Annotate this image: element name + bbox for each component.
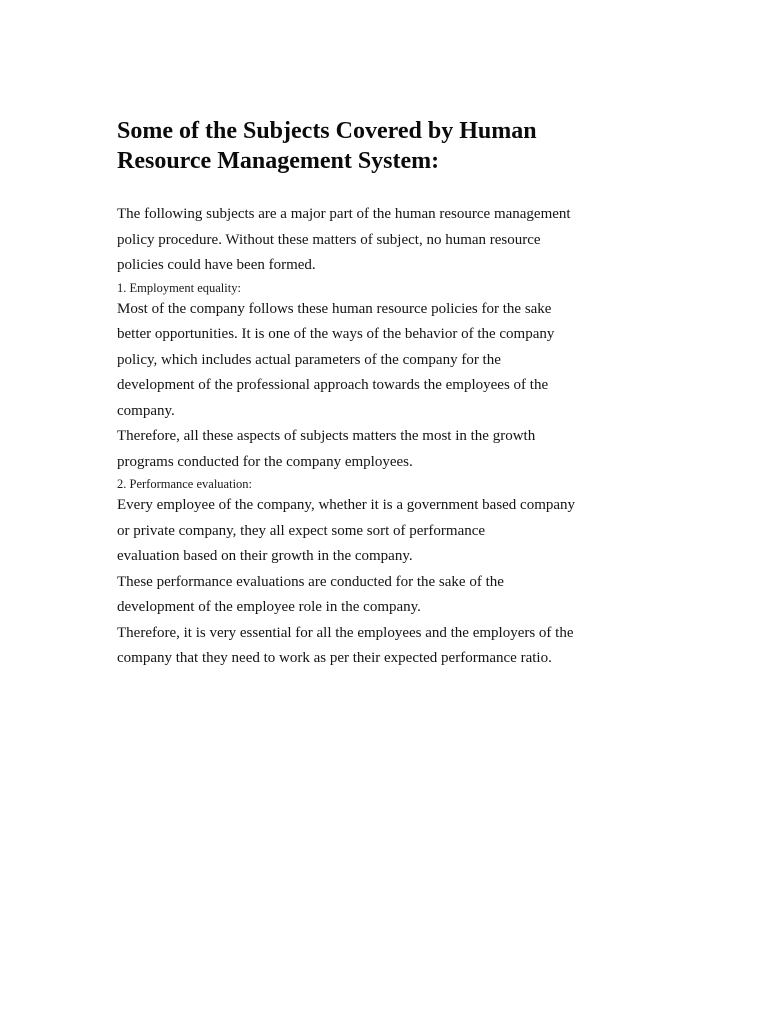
paragraph <box>117 570 657 621</box>
document-page <box>117 116 657 672</box>
text-line: These performance evaluations are conducted for the sake of the <box>117 573 504 590</box>
section-heading-performance-evaluation: 2. Performance evaluation: <box>117 477 253 491</box>
text-line: development of the employee role in the company. <box>117 599 421 615</box>
text-line: evaluation based on their growth in the company. <box>117 548 413 564</box>
section-heading-employment-equality: 1. Employment equality: <box>117 280 241 295</box>
paragraph <box>117 621 657 672</box>
paragraph <box>117 493 657 570</box>
text-line: policies could have been formed. <box>117 257 316 273</box>
text-line: Therefore, all these aspects of subjects matters the most in the growth <box>117 428 536 444</box>
title-line: Resource Management System: <box>117 148 440 174</box>
text-line: programs conducted for the company employees. <box>117 453 413 470</box>
document-title <box>117 116 657 176</box>
title-line: Some of the Subjects Covered by Human <box>117 118 537 144</box>
paragraph <box>117 297 657 425</box>
text-line: Most of the company follows these human resource policies for the sake <box>117 300 552 317</box>
paragraph <box>117 424 657 475</box>
intro-paragraph <box>117 202 657 279</box>
text-line: better opportunities. It is one of the ways of the behavior of the company <box>117 326 555 342</box>
text-line: development of the professional approach towards the employees of the <box>117 377 549 393</box>
text-line: company. <box>117 402 175 419</box>
text-line: company that they need to work as per their expected performance ratio. <box>117 650 552 666</box>
text-line: policy procedure. Without these matters of subject, no human resource <box>117 231 541 248</box>
text-line: policy, which includes actual parameters of the company for the <box>117 351 501 368</box>
text-line: The following subjects are a major part of the human resource management <box>117 206 571 222</box>
text-line: Every employee of the company, whether it is a government based company <box>117 497 576 513</box>
text-line: Therefore, it is very essential for all the employees and the employers of the <box>117 624 574 641</box>
text-line: or private company, they all expect some sort of performance <box>117 522 486 539</box>
